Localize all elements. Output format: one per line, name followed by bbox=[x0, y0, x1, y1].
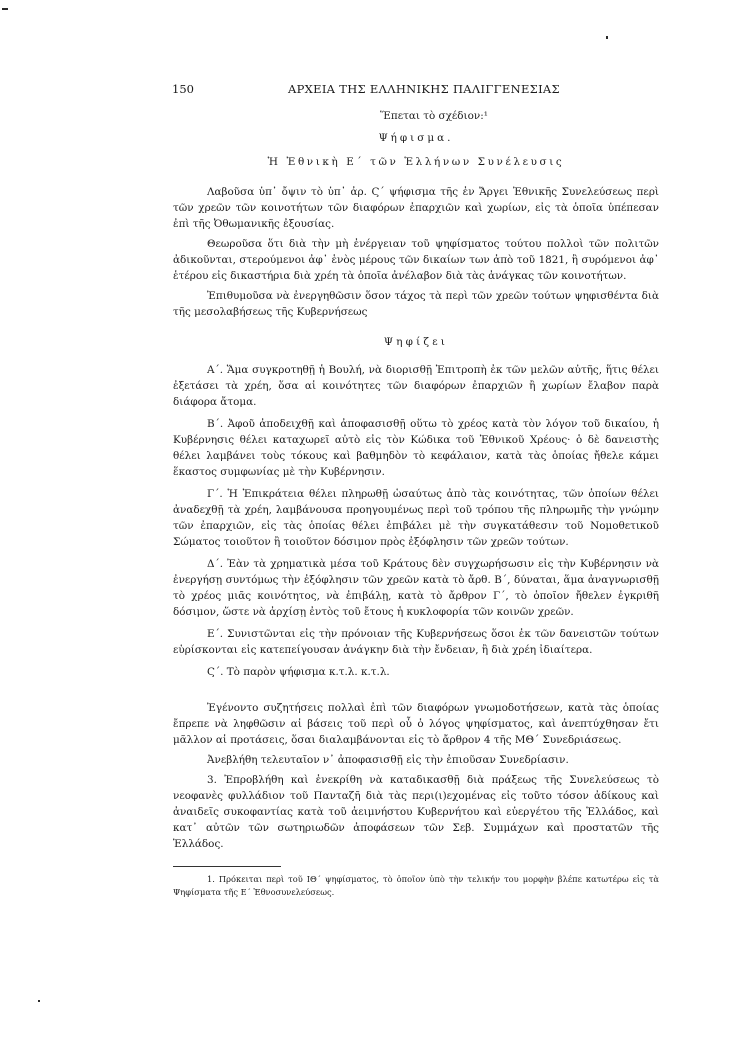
section-gap bbox=[173, 686, 659, 700]
closing-paragraph: Ἐγένοντο συζητήσεις πολλαὶ ἐπὶ τῶν διαφόρων γνωμοδοτήσεων, κατὰ τὰς ὁποίας ἔπρεπε νὰ ληφθῶσιν αἱ βάσεις τοῦ περὶ οὗ ὁ λόγος ψηφίσματος, καὶ ἀνεπτύχθησαν ἔτι μᾶλλον αἱ προτάσεις, ὅσαι διαλαμβάνονται εἰς τὸ ἄρθρον 4 τῆς ΜΘ΄ Συνεδριάσεως. bbox=[173, 702, 659, 746]
article-paragraph: Ϛ΄. Τὸ παρὸν ψήφισμα κ.τ.λ. κ.τ.λ. bbox=[207, 666, 390, 678]
footnote: 1. Πρόκειται περὶ τοῦ ΙΘ΄ ψηφίσματος, τὸ ὁποῖον ὑπὸ τὴν τελικήν του μορφὴν βλέπε κατωτέρω εἰς τὰ Ψηφίσματα τῆς Ε΄ Ἐθνοσυνελεύσεως. bbox=[173, 874, 659, 897]
scan-mark-top-left bbox=[2, 8, 8, 10]
decree-title: Ψήφισμα. bbox=[378, 132, 454, 144]
page-number: 150 bbox=[172, 82, 194, 96]
closing-paragraph: Ἀνεβλήθη τελευταῖον ν᾽ ἀποφασισθῇ εἰς τὴν ἐπιοῦσαν Συνεδρίασιν. bbox=[207, 754, 569, 766]
follows-line: Ἕπεται τὸ σχέδιον:¹ bbox=[380, 110, 488, 122]
running-title: ΑΡΧΕΙΑ ΤΗΣ ΕΛΛΗΝΙΚΗΣ ΠΑΛΙΓΓΕΝΕΣΙΑΣ bbox=[288, 82, 560, 96]
article-paragraph: Ε΄. Συνιστῶνται εἰς τὴν πρόνοιαν τῆς Κυβερνήσεως ὅσοι ἐκ τῶν δανειστῶν τούτων εὑρίσκονται εἰς κατεπείγουσαν ἀνάγκην διὰ τὴν ἔνδειαν, ἢ διὰ χρέη ἰδιαίτερα. bbox=[173, 628, 659, 656]
scan-mark-bottom-left bbox=[38, 1000, 40, 1002]
decrees-heading: Ψηφίζει bbox=[383, 336, 449, 348]
article-paragraph: Δ΄. Ἐὰν τὰ χρηματικὰ μέσα τοῦ Κράτους δὲν συγχωρήσωσιν εἰς τὴν Κυβέρνησιν νὰ ἐνεργήσῃ συντόμως τὴν ἐξόφλησιν τῶν χρεῶν κατὰ τὸ ἄρθ. Β΄, δύναται, ἅμα ἀναγνωρισθῇ τὸ χρέος μιᾶς κοινότητος, νὰ ἐπιβάλῃ, κατὰ τὸ ἄρθρον Γ΄, τὸ ὁποῖον ἤθελεν ἐγκριθῆ δόσιμον, ὥστε νὰ ἀρχίσῃ ἐντὸς τοῦ ἔτους ἡ κυκλοφορία τῶν κοινῶν χρεῶν. bbox=[173, 558, 659, 618]
page-header bbox=[172, 82, 592, 98]
article-paragraph: Γ΄. Ἡ Ἐπικράτεια θέλει πληρωθῇ ὡσαύτως ἀπὸ τὰς κοινότητας, τῶν ὁποίων θέλει ἀναδεχθῇ τὰ χρέη, λαμβάνουσα προηγουμένως περὶ τοῦ τρόπου τῆς πληρωμῆς τὴν γνώμην τῶν ἐπαρχιῶν, εἰς τὰς ὁποίας θέλει ἐπιβάλει μὲ τὴν συγκατάθεσιν τοῦ Νομοθετικοῦ Σώματος τοιοῦτον ἢ τοιοῦτον δόσιμον πρὸς ἐξόφλησιν τῶν χρεῶν τούτων. bbox=[173, 488, 659, 548]
article-paragraph: Β΄. Ἀφοῦ ἀποδειχθῇ καὶ ἀποφασισθῇ οὕτω τὸ χρέος κατὰ τὸν λόγον τοῦ δικαίου, ἡ Κυβέρνησις θέλει καταχωρεῖ αὐτὸ εἰς τὸν Κώδικα τοῦ Ἐθνικοῦ Χρέους· ὁ δὲ δανειστὴς θέλει λαμβάνει τοὺς τόκους καὶ βαθμηδὸν τὸ κεφάλαιον, κατὰ τὰς ὁποίας ἤθελε κάμει ἕκαστος συμφωνίας μὲ τὴν Κυβέρνησιν. bbox=[173, 418, 659, 478]
closing-paragraph: 3. Ἐπροβλήθη καὶ ἐνεκρίθη νὰ καταδικασθῇ διὰ πράξεως τῆς Συνελεύσεως τὸ νεοφανὲς φυλλάδιον τοῦ Πανταζῆ διὰ τὰς περι(ι)εχομένας εἰς τοῦτο τόσον ἀδίκους καὶ ἀναιδεῖς συκοφαντίας κατὰ τοῦ ἀειμνήστου Κυβερνήτου καὶ εὐεργέτου τῆς Ἑλλάδος, καὶ κατ᾽ αὐτῶν τῶν σωτηριωδῶν ἀποφάσεων τῶν Σεβ. Συμμάχων καὶ προστατῶν τῆς Ἑλλάδος. bbox=[173, 774, 659, 850]
footnote-divider bbox=[173, 866, 281, 867]
preamble-paragraph: Ἐπιθυμοῦσα νὰ ἐνεργηθῶσιν ὅσον τάχος τὰ περὶ τῶν χρεῶν τούτων ψηφισθέντα διὰ τῆς μεσολαβήσεως τῆς Κυβερνήσεως bbox=[173, 290, 659, 318]
preamble-paragraph: Λαβοῦσα ὑπ᾽ ὄψιν τὸ ὑπ᾽ ἀρ. Ϛ΄ ψήφισμα τῆς ἐν Ἄργει Ἐθνικῆς Συνελεύσεως περὶ τῶν χρεῶν τῶν κοινοτήτων τῶν διαφόρων ἐπαρχιῶν καὶ χωρίων, εἰς τὰ ὁποῖα ὑπέπεσαν ἐπὶ τῆς Ὀθωμανικῆς ἐξουσίας. bbox=[173, 186, 659, 230]
main-text bbox=[173, 108, 659, 899]
preamble-paragraph: Θεωροῦσα ὅτι διὰ τὴν μὴ ἐνέργειαν τοῦ ψηφίσματος τούτου πολλοὶ τῶν πολιτῶν ἀδικοῦνται, στερούμενοι ἀφ᾽ ἑνὸς μέρους τῶν δικαίων των ἀπὸ τοῦ 1821, ἢ συρόμενοι ἀφ᾽ ἑτέρου εἰς δικαστήρια διὰ χρέη τὰ ὁποῖα ἀνέλαβον διὰ τὰς ἀνάγκας τῶν κοινοτήτων. bbox=[173, 238, 659, 282]
scan-mark-top-right bbox=[606, 36, 608, 39]
article-paragraph: Α΄. Ἅμα συγκροτηθῇ ἡ Βουλή, νὰ διορισθῇ Ἐπιτροπὴ ἐκ τῶν μελῶν αὐτῆς, ἥτις θέλει ἐξετάσει τὰ χρέη, ὅσα αἱ κοινότητες τῶν διαφόρων ἐπαρχιῶν ἢ χωρίων ἔλαβον παρὰ διάφορα ἄτομα. bbox=[173, 364, 659, 408]
assembly-title: Ἡ Ἐθνικὴ Ε΄ τῶν Ἑλλήνων Συνέλευσις bbox=[267, 156, 565, 168]
